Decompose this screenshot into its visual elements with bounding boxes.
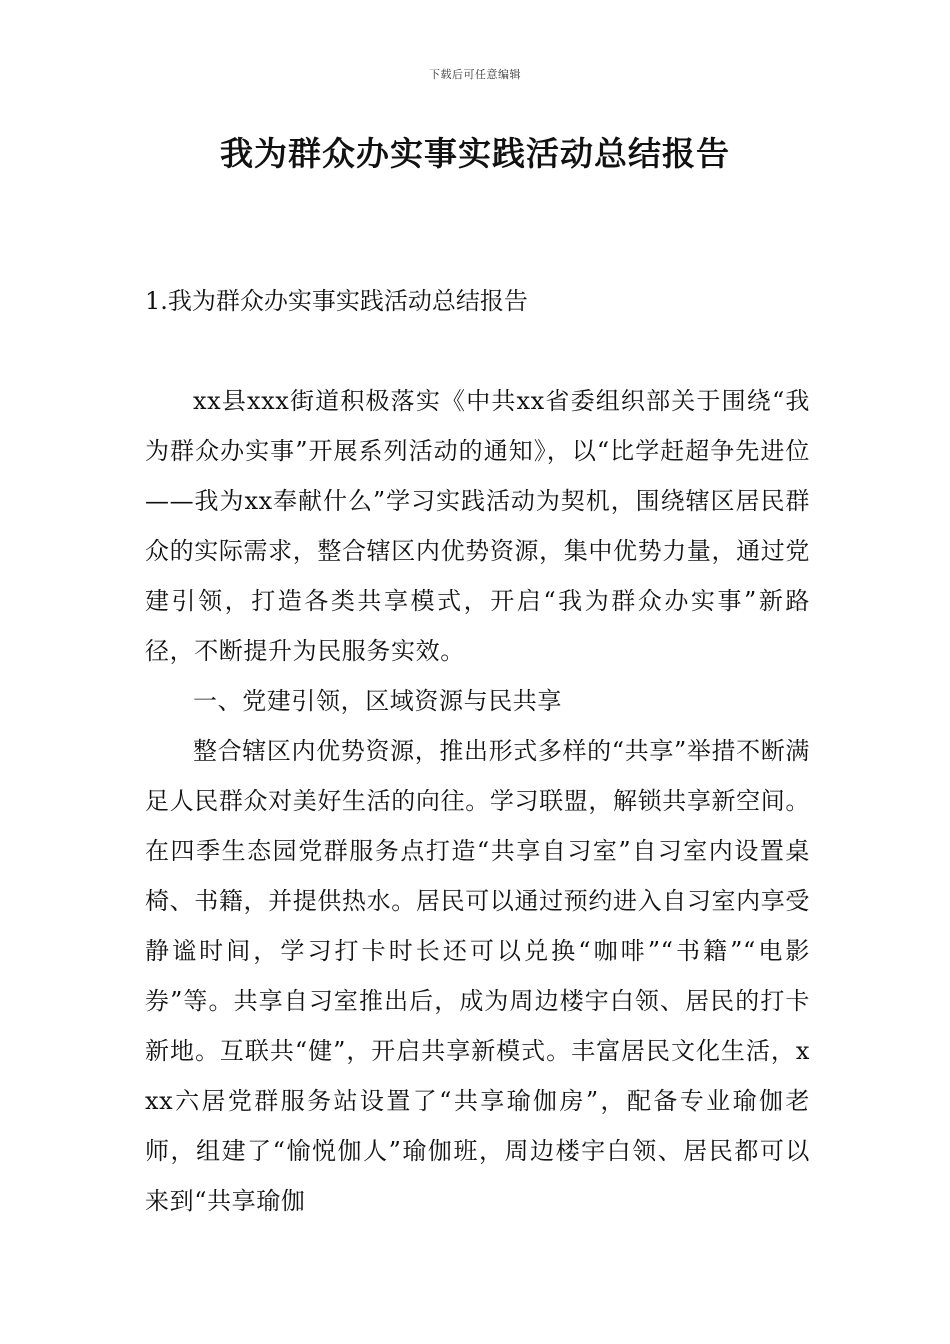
paragraph-intro: xx县xxx街道积极落实《中共xx省委组织部关于围绕“我为群众办实事”开展系列活动的通知》，以“比学赶超争先进位——我为xx奉献什么”学习实践活动为契机，围绕辖区居民群众的实际需求，整合辖区内优势资源，集中优势力量，通过党建引领，打造各类共享模式，开启“我为群众办实事”新路径，不断提升为民服务实效。 <box>145 387 810 665</box>
document-body <box>145 376 810 1226</box>
paragraph-heading-one: 一、党建引领，区域资源与民共享 <box>193 687 562 715</box>
paragraph-detail: 整合辖区内优势资源，推出形式多样的“共享”举措不断满足人民群众对美好生活的向往。学习联盟，解锁共享新空间。在四季生态园党群服务点打造“共享自习室”自习室内设置桌椅、书籍，并提供热水。居民可以通过预约进入自习室内享受静谧时间，学习打卡时长还可以兑换“咖啡”“书籍”“电影券”等。共享自习室推出后，成为周边楼宇白领、居民的打卡新地。互联共“健”，开启共享新模式。丰富居民文化生活，xxx六居党群服务站设置了“共享瑜伽房”，配备专业瑜伽老师，组建了“愉悦伽人”瑜伽班，周边楼宇白领、居民都可以来到“共享瑜伽 <box>145 737 810 1215</box>
document-title: 我为群众办实事实践活动总结报告 <box>220 134 730 173</box>
header-note: 下载后可任意编辑 <box>429 68 521 81</box>
section-subtitle: 1.我为群众办实事实践活动总结报告 <box>145 287 528 315</box>
